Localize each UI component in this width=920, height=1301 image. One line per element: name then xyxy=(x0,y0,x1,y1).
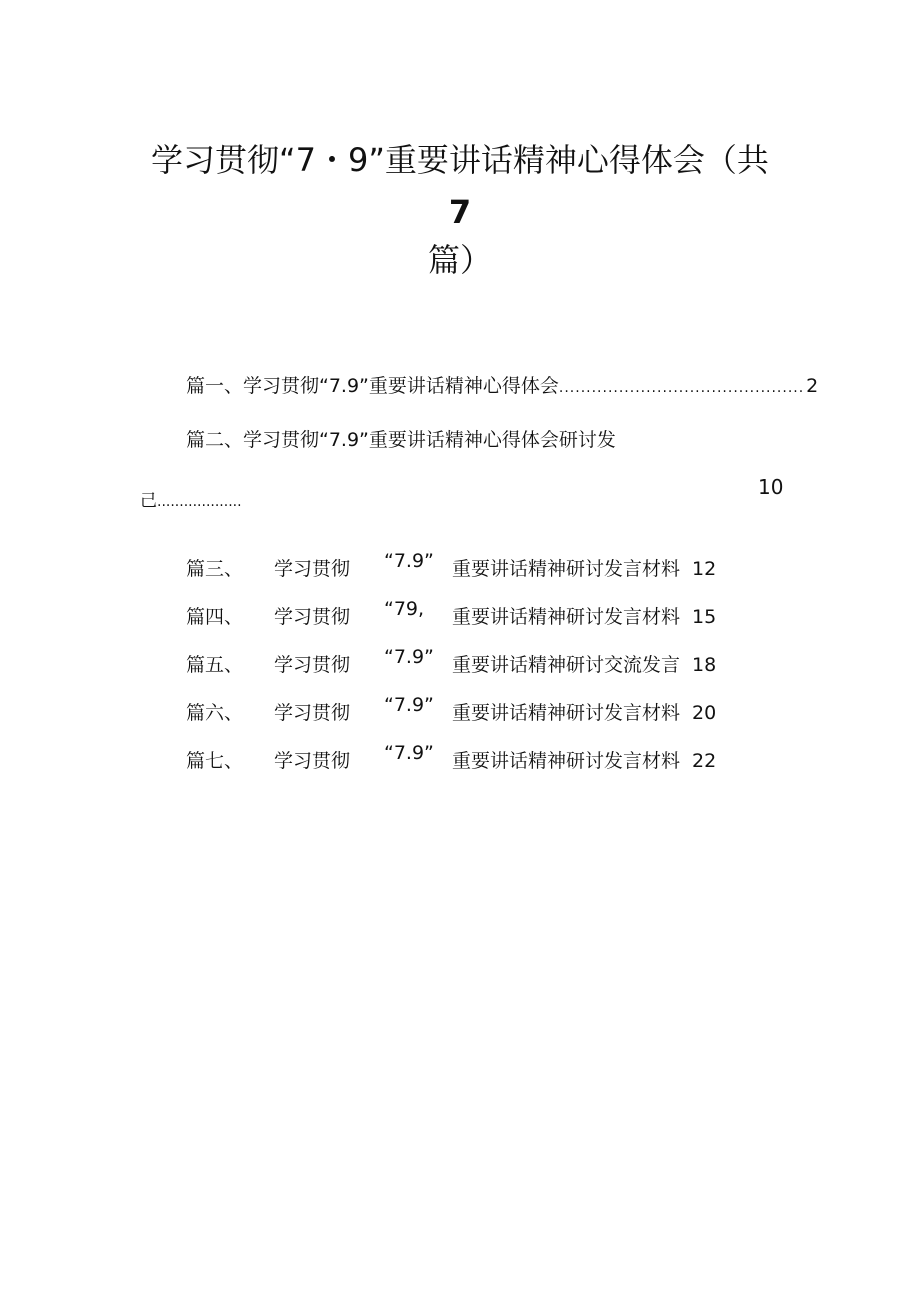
document-title-line-1: 学习贯彻“7・9”重要讲话精神心得体会（共 xyxy=(151,141,769,179)
toc-entry-label: 篇七、 xyxy=(186,750,244,772)
toc-entry-phrase: 学习贯彻 xyxy=(274,654,351,676)
toc-entry-quote: “7.9” xyxy=(384,646,434,668)
toc-entry-rest: 重要讲话精神研讨交流发言 xyxy=(452,654,681,676)
toc-entry-quote: “7.9” xyxy=(384,742,434,764)
toc-entry-quote: “7.9” xyxy=(384,694,434,716)
toc-entry-6[interactable] xyxy=(186,694,746,728)
toc-entry-page: 12 xyxy=(692,558,717,580)
toc-entry-rest: 重要讲话精神研讨发言材料 xyxy=(452,606,681,628)
toc-entry-1-text: 篇一、学习贯彻“7.9”重要讲话精神心得体会 xyxy=(186,375,559,397)
toc-entry-phrase: 学习贯彻 xyxy=(274,558,351,580)
document-title-line-2: 7 xyxy=(448,193,472,231)
toc-entry-rest: 重要讲话精神研讨发言材料 xyxy=(452,558,681,580)
toc-entry-1-page: 2 xyxy=(806,375,819,397)
toc-entry-5[interactable] xyxy=(186,646,746,680)
toc-entry-quote: “7.9” xyxy=(384,550,434,572)
document-title-line-3: 篇） xyxy=(427,241,492,279)
toc-entry-label: 篇六、 xyxy=(186,702,244,724)
toc-entry-phrase: 学习贯彻 xyxy=(274,606,351,628)
toc-entry-2-wrap: 己 xyxy=(140,491,157,511)
toc-entry-2-text[interactable]: 篇二、学习贯彻“7.9”重要讲话精神心得体会研讨发 xyxy=(186,429,616,451)
toc-entry-2-leader: ................... xyxy=(157,494,242,510)
toc-entry-rest: 重要讲话精神研讨发言材料 xyxy=(452,702,681,724)
toc-entry-page: 15 xyxy=(692,606,717,628)
toc-entry-page: 20 xyxy=(692,702,717,724)
toc-entry-page: 18 xyxy=(692,654,717,676)
toc-entry-2-page: 10 xyxy=(758,475,784,499)
toc-entry-label: 篇五、 xyxy=(186,654,244,676)
toc-entry-label: 篇三、 xyxy=(186,558,244,580)
toc-entry-label: 篇四、 xyxy=(186,606,244,628)
toc-entry-quote: “79, xyxy=(384,598,425,620)
toc-entry-rest: 重要讲话精神研讨发言材料 xyxy=(452,750,681,772)
toc-entry-page: 22 xyxy=(692,750,717,772)
toc-entry-1-leader: ............................................. xyxy=(558,380,805,396)
toc-entry-1[interactable] xyxy=(186,373,819,401)
toc-entry-4[interactable] xyxy=(186,598,746,632)
toc-entry-phrase: 学习贯彻 xyxy=(274,750,351,772)
toc-entry-phrase: 学习贯彻 xyxy=(274,702,351,724)
toc-entry-7[interactable] xyxy=(186,742,746,776)
toc-entry-2-continuation xyxy=(140,488,242,515)
toc-entry-3[interactable] xyxy=(186,550,746,584)
